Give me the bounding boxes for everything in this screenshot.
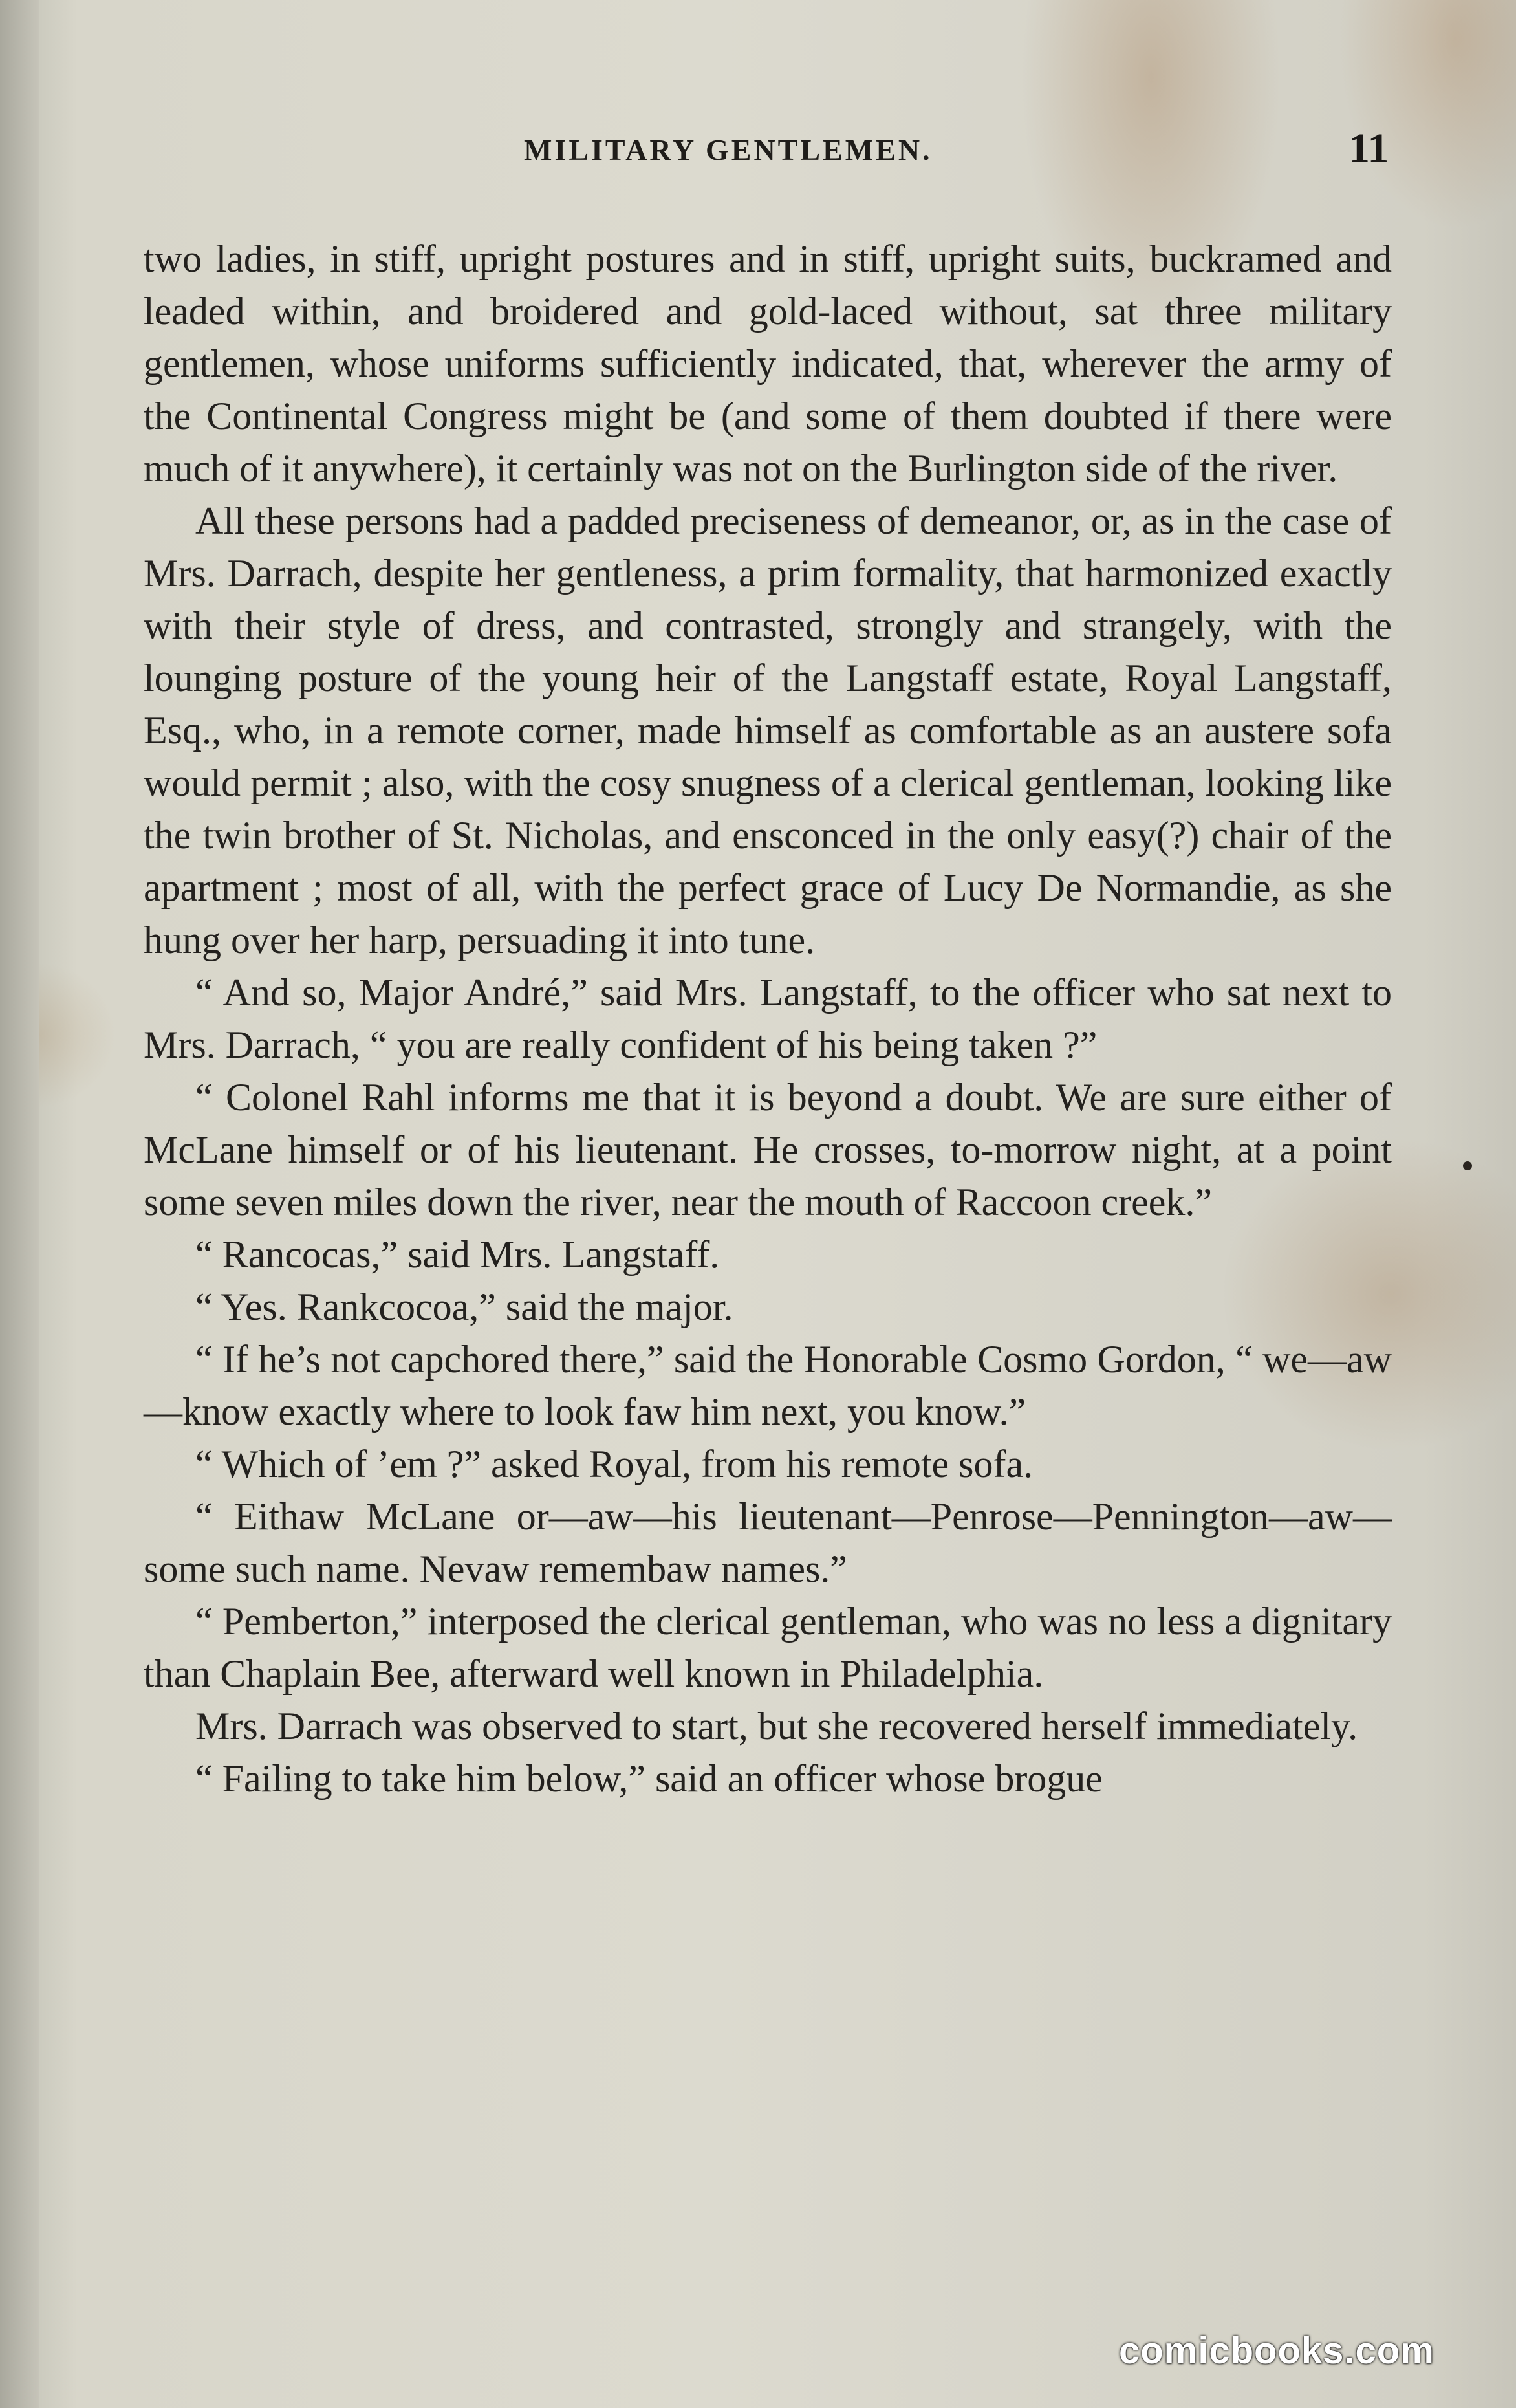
paragraph-continuation: two ladies, in stiff, upright postures and in stiff, upright suits, buckramed and leaded within, and broidered and gold-laced without, sat three military gentlemen, whose uniforms sufficiently indicated, that, wherever the army of the Continental Congress might be (and some of them doubted if there were much of it anywhere), it certainly was not on the Burlington side of the river. [144,237,1392,490]
paragraph: “ Colonel Rahl informs me that it is beyond a doubt. We are sure either of McLane himself or of his lieutenant. He crosses, to-morrow night, at a point some seven miles down the river, near the mouth of Raccoon creek.” [144,1076,1392,1223]
page-number: 11 [1348,125,1389,172]
page-edge-shadow [0,0,39,2408]
body-text [144,233,1392,1805]
paragraph: “ Rancocas,” said Mrs. Langstaff. [195,1233,720,1276]
paragraph: “ Which of ’em ?” asked Royal, from his remote sofa. [195,1443,1034,1485]
running-title: MILITARY GENTLEMEN. [524,133,933,166]
paragraph: “ Pemberton,” interposed the clerical gentleman, who was no less a dignitary than Chaplain Bee, afterward well known in Philadelphia. [144,1600,1392,1695]
paragraph: “ If he’s not capchored there,” said the Honorable Cosmo Gordon, “ we—aw—know exactly where to look faw him next, you know.” [144,1338,1392,1433]
paragraph: “ And so, Major André,” said Mrs. Langstaff, to the officer who sat next to Mrs. Darrach, “ you are really confident of his being taken ?” [144,971,1392,1066]
paragraph: “ Yes. Rankcocoa,” said the major. [195,1286,733,1328]
watermark: comicbooks.com [1119,2330,1435,2372]
paragraph: Mrs. Darrach was observed to start, but she recovered herself immediately. [195,1705,1358,1747]
paragraph: “ Failing to take him below,” said an officer whose brogue [195,1757,1103,1800]
ink-spot [1463,1161,1472,1170]
paragraph: All these persons had a padded preciseness of demeanor, or, as in the case of Mrs. Darrach, despite her gentleness, a prim formality, that harmonized exactly with their style of dress, and contrasted, strongly and strangely, with the lounging posture of the young heir of the Langstaff estate, Royal Langstaff, Esq., who, in a remote corner, made himself as comfortable as an austere sofa would permit ; also, with the cosy snugness of a clerical gentleman, looking like the twin brother of St. Nicholas, and ensconced in the only easy(?) chair of the apartment ; most of all, with the perfect grace of Lucy De Normandie, as she hung over her harp, persuading it into tune. [144,499,1392,961]
paragraph: “ Eithaw McLane or—aw—his lieutenant—Penrose—Pennington—aw—some such name. Nevaw remembaw names.” [144,1495,1392,1590]
